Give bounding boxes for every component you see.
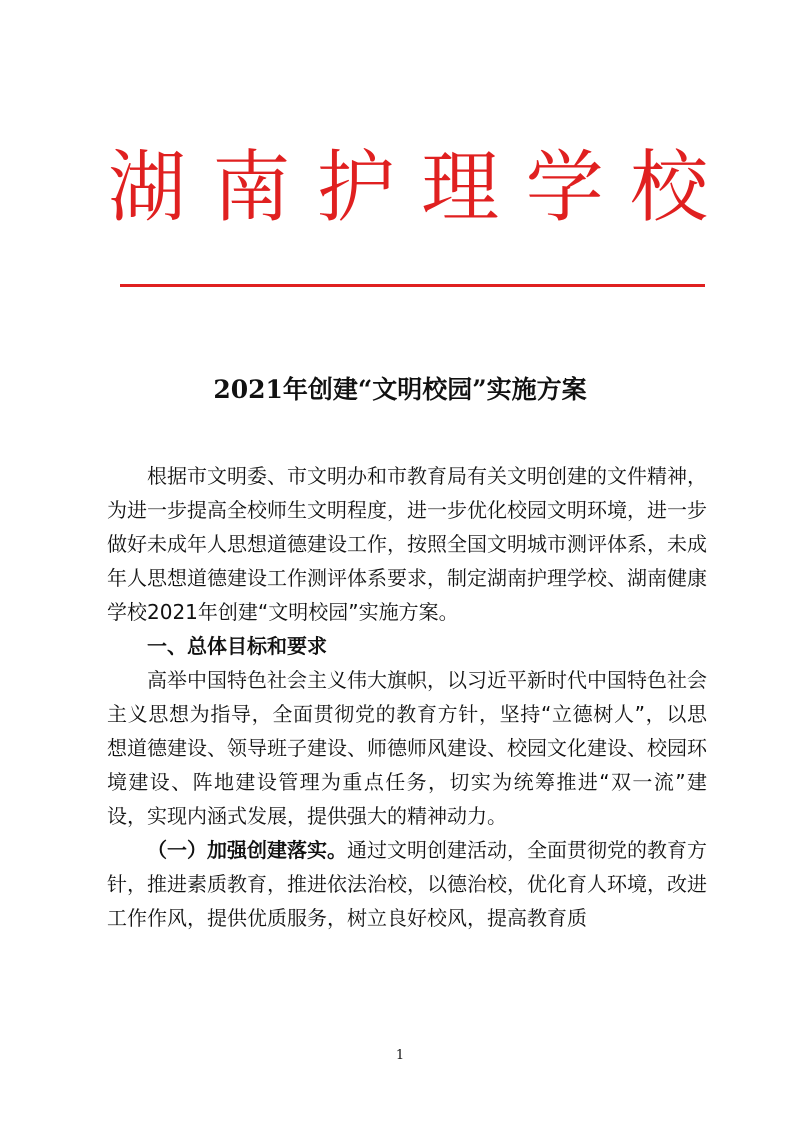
school-name-char: 理 [421,143,500,233]
subsection-heading: （一）加强创建落实。 [147,838,347,862]
subsection-paragraph [107,833,707,935]
document-body [107,459,707,935]
section-heading: 一、总体目标和要求 [147,634,327,658]
document-title: 2021年创建“文明校园”实施方案 [213,375,587,404]
section-paragraph: 高举中国特色社会主义伟大旗帜，以习近平新时代中国特色社会主义思想为指导，全面贯彻党的教育方针，坚持“立德树人”，以思想道德建设、领导班子建设、师德师风建设、校园文化建设、校园环境建设、阵地建设管理为重点任务，切实为统筹推进“双一流”建设，实现内涵式发展，提供强大的精神动力。 [107,668,707,828]
subsection-text: 通过文明创建活动，全面贯彻党的教育方针，推进素质教育，推进依法治校，以德治校，优化育人环境，改进工作作风，提供优质服务，树立良好校风，提高教育质 [107,838,707,930]
page-number: 1 [395,1048,405,1063]
school-name-char: 学 [525,143,604,233]
school-name-char: 校 [629,143,708,233]
header-divider-rule [120,284,705,287]
school-name-header [108,138,708,238]
intro-paragraph: 根据市文明委、市文明办和市教育局有关文明创建的文件精神，为进一步提高全校师生文明程度，进一步优化校园文明环境，进一步做好未成年人思想道德建设工作，按照全国文明城市测评体系，未成年人思想道德建设工作测评体系要求，制定湖南护理学校、湖南健康学校2021年创建“文明校园”实施方案。 [107,464,707,624]
school-name-char: 湖 [108,143,187,233]
school-name-char: 护 [316,143,395,233]
school-name-char: 南 [212,143,291,233]
